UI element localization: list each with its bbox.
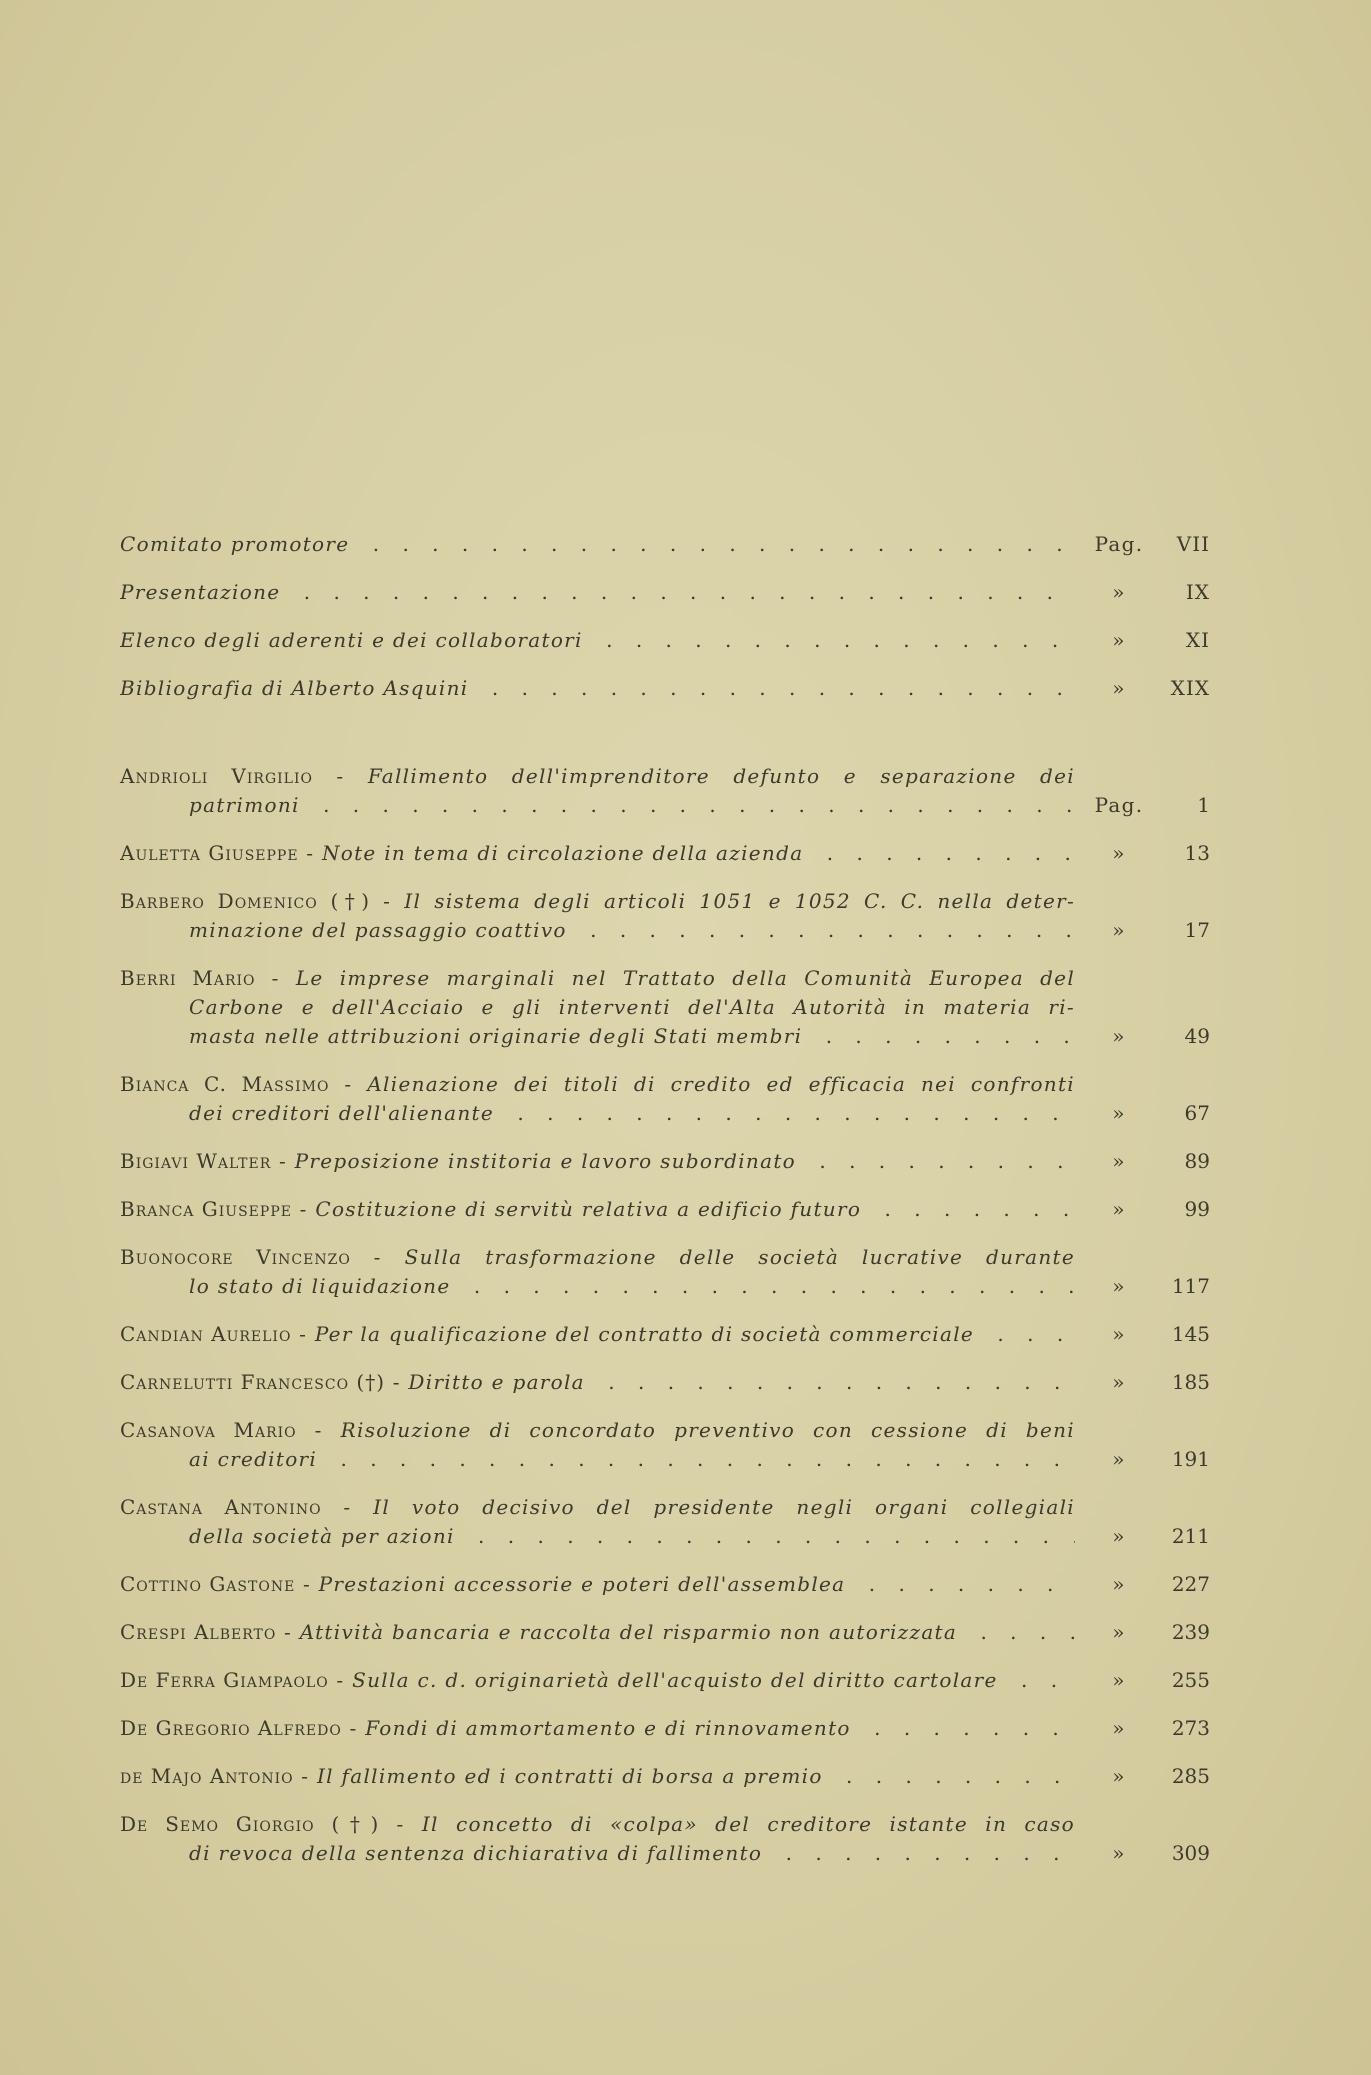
- page-number: 1: [1197, 793, 1210, 817]
- entry-text: [120, 1762, 1075, 1791]
- leader-dots: [280, 580, 1075, 604]
- entry-line: [120, 1272, 1075, 1301]
- toc-entry-article: [120, 964, 1210, 1051]
- author-name: Carnelutti Francesco (†): [120, 1370, 386, 1394]
- entry-title-line: Fondi di ammortamento e di rinnovamento: [365, 1716, 851, 1740]
- author-name: Branca Giuseppe: [120, 1197, 292, 1221]
- entry-line: [120, 1147, 1075, 1176]
- author-name: De Gregorio Alfredo: [120, 1716, 342, 1740]
- separator: -: [295, 1572, 319, 1596]
- entry-title-line: Il voto decisivo del presidente negli organi collegiali: [373, 1495, 1075, 1519]
- page-number: VII: [1176, 532, 1210, 556]
- separator: -: [370, 889, 405, 913]
- page-marker: »: [1112, 1524, 1126, 1548]
- separator: -: [350, 1245, 405, 1269]
- page-marker: »: [1112, 1322, 1126, 1346]
- toc-entry-front-matter: [120, 578, 1210, 607]
- entry-line: [120, 1416, 1075, 1445]
- leader-dots: [469, 676, 1076, 700]
- author-name: Candian Aurelio: [120, 1322, 292, 1346]
- leader-dots: [300, 793, 1075, 817]
- author-name: Barbero Domenico (†): [120, 889, 370, 913]
- leader-dots: [851, 1716, 1075, 1740]
- entry-text: [120, 1147, 1075, 1176]
- page-number: 211: [1171, 1524, 1210, 1548]
- page-marker: Pag.: [1094, 532, 1144, 556]
- entry-line: [120, 1839, 1075, 1868]
- entry-title-line: ai creditori: [189, 1447, 318, 1471]
- entry-text: [120, 1714, 1075, 1743]
- separator: -: [379, 1812, 422, 1836]
- entry-line: [120, 530, 1075, 559]
- page-marker: »: [1112, 1101, 1126, 1125]
- separator: -: [328, 1668, 353, 1692]
- entry-line: [120, 1099, 1075, 1128]
- entry-title-line: Attività bancaria e raccolta del risparmio non autorizzata: [299, 1620, 958, 1644]
- author-name: Andrioli Virgilio: [120, 764, 313, 788]
- page-number: 117: [1171, 1274, 1210, 1298]
- toc-entry-article: [120, 1810, 1210, 1868]
- page-marker: »: [1112, 918, 1126, 942]
- entry-line: [120, 887, 1075, 916]
- section-gap: [120, 722, 1210, 762]
- entry-title-line: Il concetto di «colpa» del creditore istante in caso: [421, 1812, 1075, 1836]
- entry-text: [120, 887, 1075, 945]
- entry-title-line: Sulla c. d. originarietà dell'acquisto del diritto cartolare: [352, 1668, 998, 1692]
- entry-line: [120, 1195, 1075, 1224]
- entry-line: [120, 1022, 1075, 1051]
- author-name: De Ferra Giampaolo: [120, 1668, 329, 1692]
- toc-entry-article: [120, 1070, 1210, 1128]
- entry-title-line: di revoca della sentenza dichiarativa di fallimento: [189, 1841, 763, 1865]
- entry-line: [120, 674, 1075, 703]
- entry-text: [120, 964, 1075, 1051]
- separator: -: [296, 1418, 341, 1442]
- page-number: 239: [1171, 1620, 1210, 1644]
- leader-dots: [585, 1370, 1075, 1394]
- separator: -: [291, 1197, 316, 1221]
- toc-entry-article: [120, 1416, 1210, 1474]
- page-number: IX: [1185, 580, 1210, 604]
- entry-line: [120, 1570, 1075, 1599]
- page-number: 309: [1171, 1841, 1210, 1865]
- author-name: Auletta Giuseppe: [120, 841, 299, 865]
- author-name: Casanova Mario: [120, 1418, 297, 1442]
- entry-title: Comitato promotore: [120, 532, 350, 556]
- entry-title: Presentazione: [120, 580, 281, 604]
- separator: -: [255, 966, 296, 990]
- author-name: Crespi Alberto: [120, 1620, 277, 1644]
- page-number: XIX: [1170, 676, 1210, 700]
- entry-title-line: Sulla trasformazione delle società lucrative durante: [404, 1245, 1075, 1269]
- entry-title-line: lo stato di liquidazione: [189, 1274, 451, 1298]
- leader-dots: [494, 1101, 1075, 1125]
- separator: -: [291, 1322, 315, 1346]
- page-number: 185: [1171, 1370, 1210, 1394]
- toc-entry-article: [120, 1195, 1210, 1224]
- toc-entry-front-matter: [120, 626, 1210, 655]
- entry-title-line: della società per azioni: [189, 1524, 455, 1548]
- page-number: 191: [1171, 1447, 1210, 1471]
- entry-line: [120, 791, 1075, 820]
- entry-text: [120, 1666, 1075, 1695]
- entry-line: [120, 1714, 1075, 1743]
- table-of-contents: [120, 530, 1210, 1887]
- toc-entry-front-matter: [120, 530, 1210, 559]
- toc-entry-front-matter: [120, 674, 1210, 703]
- entry-line: [120, 1618, 1075, 1647]
- page-marker: »: [1112, 628, 1126, 652]
- entry-text: [120, 1416, 1075, 1474]
- entry-text: [120, 1618, 1075, 1647]
- leader-dots: [957, 1620, 1075, 1644]
- toc-entry-article: [120, 1714, 1210, 1743]
- entry-text: [120, 1570, 1075, 1599]
- leader-dots: [762, 1841, 1075, 1865]
- leader-dots: [823, 1764, 1075, 1788]
- entry-text: [120, 1070, 1075, 1128]
- entry-line: [120, 1320, 1075, 1349]
- separator: -: [329, 1072, 368, 1096]
- entry-line: [120, 916, 1075, 945]
- toc-entry-article: [120, 762, 1210, 820]
- entry-title-line: Le imprese marginali nel Trattato della Comunità Europea del: [295, 966, 1076, 990]
- page-number: 255: [1171, 1668, 1210, 1692]
- entry-text: [120, 839, 1075, 868]
- leader-dots: [998, 1668, 1075, 1692]
- page-number: 285: [1171, 1764, 1210, 1788]
- entry-line: [120, 1493, 1075, 1522]
- entry-text: [120, 1493, 1075, 1551]
- entry-title-line: Alienazione dei titoli di credito ed efficacia nei confronti: [367, 1072, 1075, 1096]
- page-number: 227: [1171, 1572, 1210, 1596]
- author-name: De Semo Giorgio (†): [120, 1812, 380, 1836]
- page-number: 13: [1184, 841, 1210, 865]
- entry-line: [120, 1810, 1075, 1839]
- entry-title-line: minazione del passaggio coattivo: [189, 918, 567, 942]
- entry-title-line: Preposizione institoria e lavoro subordinato: [294, 1149, 796, 1173]
- entry-text: [120, 626, 1075, 655]
- leader-dots: [796, 1149, 1075, 1173]
- entry-title-line: Note in tema di circolazione della azienda: [321, 841, 804, 865]
- entry-line: [120, 1243, 1075, 1272]
- separator: -: [276, 1620, 300, 1644]
- toc-entry-article: [120, 1666, 1210, 1695]
- leader-dots: [583, 628, 1075, 652]
- separator: -: [341, 1716, 366, 1740]
- leader-dots: [974, 1322, 1075, 1346]
- author-name: Berri Mario: [120, 966, 256, 990]
- entry-line: [120, 762, 1075, 791]
- entry-line: [120, 964, 1075, 993]
- entry-text: [120, 762, 1075, 820]
- page-marker: »: [1112, 1149, 1126, 1173]
- toc-entry-article: [120, 1243, 1210, 1301]
- entry-title-line: Il sistema degli articoli 1051 e 1052 C. C. nella deter-: [404, 889, 1076, 913]
- toc-entry-article: [120, 1618, 1210, 1647]
- toc-entry-article: [120, 1147, 1210, 1176]
- entry-title-line: masta nelle attribuzioni originarie degli Stati membri: [189, 1024, 803, 1048]
- entry-title: Elenco degli aderenti e dei collaboratori: [120, 628, 583, 652]
- page-number: 67: [1184, 1101, 1210, 1125]
- separator: -: [298, 841, 322, 865]
- entry-title-line: Risoluzione di concordato preventivo con cessione di beni: [340, 1418, 1075, 1442]
- page-marker: »: [1112, 1668, 1126, 1692]
- page-number: 99: [1184, 1197, 1210, 1221]
- separator: -: [321, 1495, 374, 1519]
- entry-line: [120, 1368, 1075, 1397]
- separator: -: [271, 1149, 295, 1173]
- toc-entry-article: [120, 1320, 1210, 1349]
- entry-text: [120, 1810, 1075, 1868]
- author-name: Buonocore Vincenzo: [120, 1245, 351, 1269]
- page-marker: »: [1112, 841, 1126, 865]
- leader-dots: [317, 1447, 1075, 1471]
- page-marker: »: [1112, 1370, 1126, 1394]
- toc-entry-article: [120, 839, 1210, 868]
- leader-dots: [803, 841, 1075, 865]
- author-name: de Majo Antonio: [120, 1764, 294, 1788]
- entry-text: [120, 1320, 1075, 1349]
- entry-title: Bibliografia di Alberto Asquini: [120, 676, 469, 700]
- entry-title-line: Fallimento dell'imprenditore defunto e separazione dei: [367, 764, 1075, 788]
- entry-line: [120, 839, 1075, 868]
- toc-entry-article: [120, 1368, 1210, 1397]
- entry-text: [120, 1368, 1075, 1397]
- page-marker: »: [1112, 1716, 1126, 1740]
- leader-dots: [451, 1274, 1075, 1298]
- page-marker: »: [1112, 1572, 1126, 1596]
- toc-entry-article: [120, 1493, 1210, 1551]
- leader-dots: [349, 532, 1075, 556]
- page-number: 49: [1184, 1024, 1210, 1048]
- page-marker: »: [1112, 676, 1126, 700]
- separator: -: [385, 1370, 409, 1394]
- page-number: 89: [1184, 1149, 1210, 1173]
- entry-title-line: Costituzione di servitù relativa a edificio futuro: [315, 1197, 862, 1221]
- entry-title-line: Carbone e dell'Acciaio e gli interventi del'Alta Autorità in materia ri-: [189, 995, 1075, 1019]
- entry-line: [120, 578, 1075, 607]
- author-name: Bianca C. Massimo: [120, 1072, 330, 1096]
- entry-text: [120, 530, 1075, 559]
- author-name: Cottino Gastone: [120, 1572, 296, 1596]
- author-name: Bigiavi Walter: [120, 1149, 272, 1173]
- leader-dots: [567, 918, 1075, 942]
- page-number: XI: [1185, 628, 1210, 652]
- entry-text: [120, 1195, 1075, 1224]
- entry-line: [120, 1522, 1075, 1551]
- entry-line: [120, 1666, 1075, 1695]
- entry-line: [120, 1762, 1075, 1791]
- page-marker: »: [1112, 1197, 1126, 1221]
- toc-entry-article: [120, 887, 1210, 945]
- leader-dots: [802, 1024, 1075, 1048]
- page-marker: »: [1112, 1620, 1126, 1644]
- entry-title-line: dei creditori dell'alienante: [189, 1101, 495, 1125]
- leader-dots: [455, 1524, 1075, 1548]
- entry-line: [120, 1445, 1075, 1474]
- toc-entry-article: [120, 1762, 1210, 1791]
- page-marker: »: [1112, 1024, 1126, 1048]
- author-name: Castana Antonino: [120, 1495, 322, 1519]
- entry-line: [120, 1070, 1075, 1099]
- page-number: 145: [1171, 1322, 1210, 1346]
- separator: -: [312, 764, 368, 788]
- entry-title-line: Prestazioni accessorie e poteri dell'assemblea: [318, 1572, 846, 1596]
- page-marker: Pag.: [1094, 793, 1144, 817]
- page-marker: »: [1112, 1274, 1126, 1298]
- entry-title-line: Diritto e parola: [408, 1370, 585, 1394]
- entry-text: [120, 578, 1075, 607]
- page-marker: »: [1112, 580, 1126, 604]
- toc-entry-article: [120, 1570, 1210, 1599]
- entry-title-line: Il fallimento ed i contratti di borsa a premio: [316, 1764, 823, 1788]
- page-number: 17: [1184, 918, 1210, 942]
- page-marker: »: [1112, 1447, 1126, 1471]
- page-marker: »: [1112, 1764, 1126, 1788]
- page-marker: »: [1112, 1841, 1126, 1865]
- entry-title-line: Per la qualificazione del contratto di società commerciale: [314, 1322, 975, 1346]
- entry-title-line: patrimoni: [189, 793, 300, 817]
- entry-text: [120, 1243, 1075, 1301]
- entry-line: [120, 993, 1075, 1022]
- entry-line: [120, 626, 1075, 655]
- entry-text: [120, 674, 1075, 703]
- page-number: 273: [1171, 1716, 1210, 1740]
- leader-dots: [861, 1197, 1075, 1221]
- separator: -: [293, 1764, 317, 1788]
- leader-dots: [845, 1572, 1075, 1596]
